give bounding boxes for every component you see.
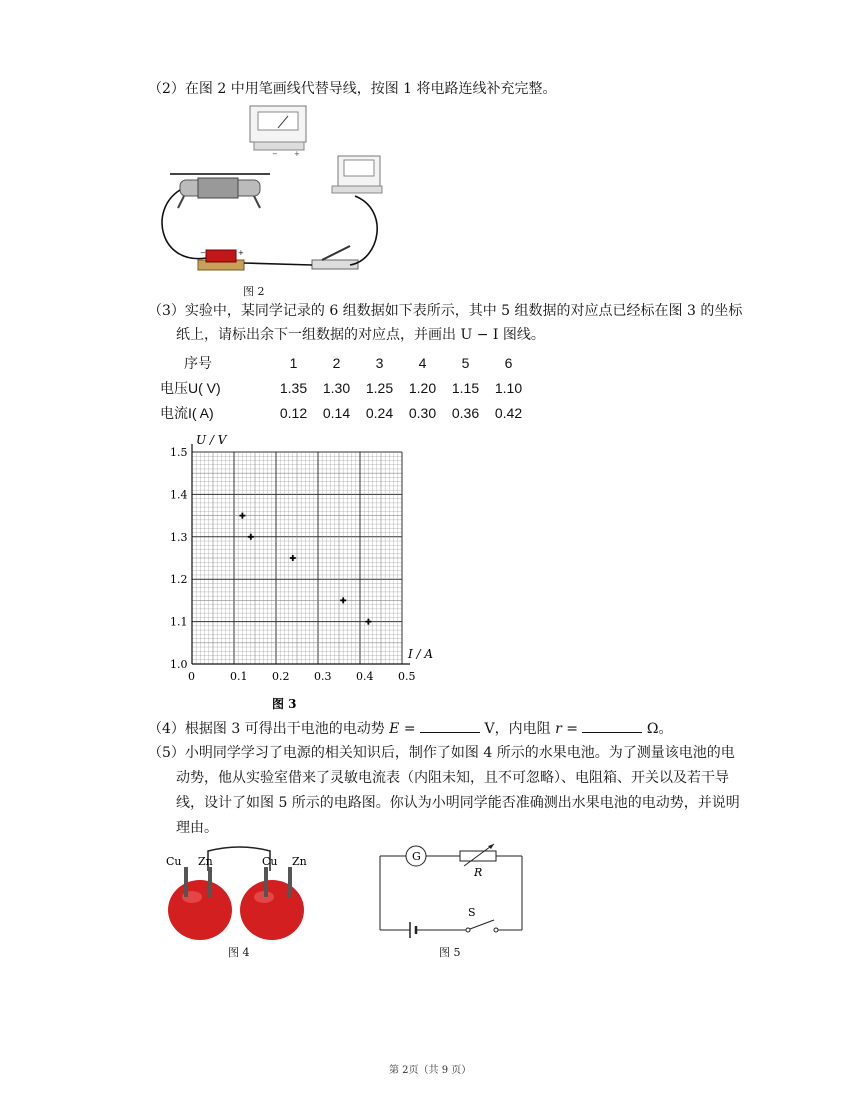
svg-text:+: + <box>294 150 300 158</box>
figure-2-apparatus <box>150 100 390 295</box>
table-cell: 0.30 <box>408 404 437 421</box>
meter-top-icon <box>250 106 306 158</box>
y-tick-label: 1.5 <box>170 446 188 459</box>
svg-text:−: − <box>272 150 278 158</box>
tomato-right-icon <box>240 880 304 940</box>
q5-line3: 线，设计了如图 5 所示的电路图。你认为小明同学能否准确测出水果电池的电动势，并说明 <box>176 795 740 811</box>
voltage-label: 电压U( V) <box>160 379 221 396</box>
q5-line1: （5）小明同学学习了电源的相关知识后，制作了如图 4 所示的水果电池。为了测量该电池的电 <box>148 745 735 761</box>
y-axis-label: U / V <box>196 433 227 447</box>
data-point <box>239 513 245 519</box>
chart-title: 图 3 <box>272 697 297 711</box>
table-cell: 1.15 <box>451 379 480 396</box>
q2-text: （2）在图 2 中用笔画线代替导线，按图 1 将电路连线补充完整。 <box>148 81 557 97</box>
label-cu-2: Cu <box>262 855 278 868</box>
table-cell: 0.42 <box>494 404 523 421</box>
table-cell: 1.25 <box>365 379 394 396</box>
table-cell: 2 <box>332 354 341 371</box>
galvanometer-label: G <box>412 850 421 863</box>
table-cell: 1 <box>289 354 298 371</box>
table-row-current <box>160 400 530 425</box>
q5-line4: 理由。 <box>176 820 218 836</box>
svg-text:−: − <box>200 249 206 257</box>
resistance-answer-blank[interactable] <box>582 718 642 733</box>
electrode-zn-left <box>208 867 212 897</box>
x-tick-label: 0.1 <box>230 670 248 683</box>
table-cell: 1.35 <box>279 379 308 396</box>
table-cell: 4 <box>418 354 427 371</box>
q4-prefix: （4）根据图 3 可得出干电池的电动势 <box>148 721 390 737</box>
q4-suffix: Ω。 <box>642 721 673 737</box>
q4-mid: V，内电阻 <box>480 721 556 737</box>
electrode-cu-left <box>184 867 188 897</box>
table-cell: 0.12 <box>279 404 308 421</box>
table-cell: 1.20 <box>408 379 437 396</box>
figure-5-circuit <box>370 840 535 950</box>
data-point <box>340 597 346 603</box>
y-tick-label: 1.0 <box>170 658 188 671</box>
electrode-cu-right <box>264 867 268 897</box>
table-cell: 6 <box>504 354 513 371</box>
x-tick-label: 0.5 <box>398 670 416 683</box>
meter-right-icon <box>332 156 382 193</box>
switch-label: S <box>468 906 476 919</box>
emf-answer-blank[interactable] <box>420 718 480 733</box>
x-tick-label: 0.4 <box>356 670 374 683</box>
table-cell: 1.10 <box>494 379 523 396</box>
x-tick-label: 0 <box>188 670 195 683</box>
battery-icon <box>198 249 244 270</box>
q5-line2: 动势，他从实验室借来了灵敏电流表（内阻未知，且不可忽略）、电阻箱、开关以及若干导 <box>176 770 729 786</box>
table-row-index <box>160 350 530 375</box>
table-cell: 1.30 <box>322 379 351 396</box>
y-tick-label: 1.3 <box>170 530 188 544</box>
data-point <box>290 555 296 561</box>
label-zn-1: Zn <box>198 855 213 868</box>
label-zn-2: Zn <box>292 855 307 868</box>
table-cell: 0.24 <box>365 404 394 421</box>
table-cell: 0.14 <box>322 404 351 421</box>
data-point <box>365 619 371 625</box>
y-tick-label: 1.1 <box>170 615 188 629</box>
current-label: 电流I( A) <box>160 404 214 421</box>
y-tick-label: 1.4 <box>170 488 188 502</box>
table-cell: 3 <box>375 354 384 371</box>
data-point <box>248 534 254 540</box>
electrode-zn-right <box>288 867 292 897</box>
tomato-left-icon <box>168 880 232 940</box>
figure-5-caption: 图 5 <box>439 946 461 959</box>
q3-line1: （3）实验中，某同学记录的 6 组数据如下表所示，其中 5 组数据的对应点已经标在图 3 的坐标 <box>148 303 743 319</box>
resistor-label: R <box>474 866 483 879</box>
q4-text: （4）根据图 3 可得出干电池的电动势 E = V，内电阻 r = Ω。 <box>148 716 672 743</box>
q4-r-symbol: r <box>555 721 562 737</box>
q3-line2: 纸上，请标出余下一组数据的对应点，并画出 U − I 图线。 <box>176 327 545 343</box>
label-cu-1: Cu <box>166 855 182 868</box>
table-cell: 0.36 <box>451 404 480 421</box>
table-row-voltage <box>160 375 530 400</box>
figure-4-caption: 图 4 <box>228 946 250 959</box>
switch-lever <box>470 920 494 929</box>
x-tick-label: 0.3 <box>314 670 332 683</box>
table-header-label: 序号 <box>184 354 212 371</box>
data-table <box>160 350 530 425</box>
q4-e-symbol: E <box>389 721 400 737</box>
table-cell: 5 <box>461 354 470 371</box>
svg-text:+: + <box>238 249 244 257</box>
rheostat-icon <box>170 174 270 208</box>
page-footer: 第 2页（共 9 页） <box>389 1065 472 1076</box>
y-tick-label: 1.2 <box>170 573 188 587</box>
x-tick-label: 0.2 <box>272 670 290 683</box>
figure-2-caption: 图 2 <box>243 285 265 298</box>
x-axis-label: I / A <box>408 647 434 661</box>
figure-3-chart <box>160 430 450 720</box>
figure-4-fruit-battery <box>160 845 330 945</box>
